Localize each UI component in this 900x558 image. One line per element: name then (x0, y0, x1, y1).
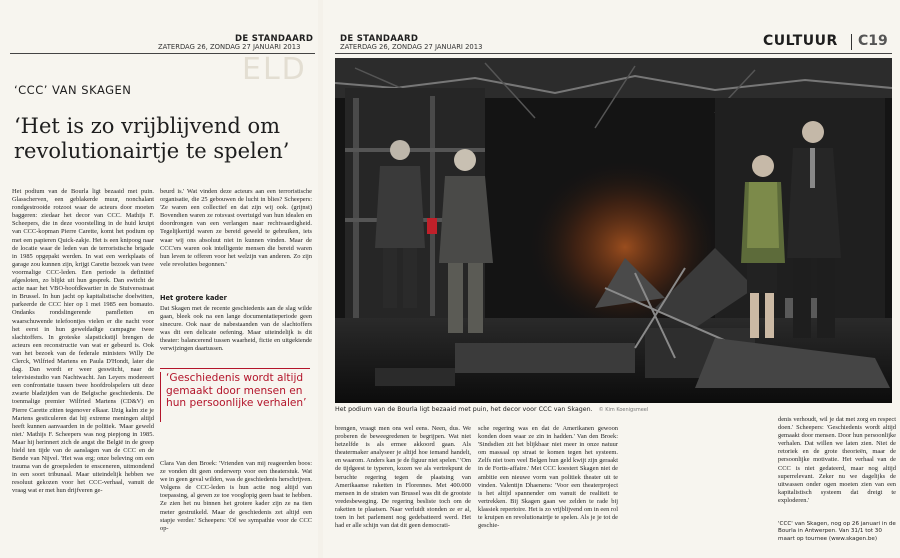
caption-text: Het podium van de Bourla ligt bezaaid met puin, het decor voor CCC van Skagen. (335, 406, 593, 413)
article-column-1 (12, 188, 154, 556)
pull-quote-rule (160, 368, 310, 369)
column-2-text: beurd is.' Wat vinden deze acteurs aan een terroristische organisatie, die 25 gebouwen de lucht in blies? Scheepers: 'Ze waren een collectief en dat zijn wij ook. (grijnst) Bovendien waren ze rotsvast overtuigd van hun idealen en doordrongen van een verlangen naar rechtvaardigheid. Tegelijkertijd waren ze bereid geweld te gebruiken, iets waar wij ons absoluut niet in kunnen vinden. Maar de CCC'ers waren ook intelligente mensen die bereid waren hun leven te offeren voor het welzijn van anderen. Zo zijn vele revoluties begonnen.' (160, 188, 312, 268)
column-2c-text: Clara Van den Broek: 'Vrienden van mij reageerden boos: ze vonden dit geen onderwerp voor een theaterstuk. Wat we in geen geval wilden, was de geschiedenis herschrijven. Volgens de CCC-leden is hun actie nog altijd van toepassing, al geven ze toe vooglopig geen baat te hebben. Ze zien het nu binnen het grotere kader zijn ze na tien meter gestruikeld. Maar de geschiedenis zet altijd een stapje verder.' Scheepers: 'Of we sympathie voor de CCC op- (160, 460, 312, 532)
article-column-4 (478, 425, 618, 556)
article-subhead: Het grotere kader (160, 294, 227, 302)
article-headline: ‘Het is zo vrijblijvend om revolutionairtje te spelen’ (14, 114, 290, 163)
masthead: DE STANDAARD (340, 34, 419, 44)
pull-quote-text: ‘Geschiedenis wordt altijd gemaakt door mensen en hun persoonlijke verhalen’ (166, 372, 307, 409)
event-footnote: 'CCC' van Skagen, nog op 26 januari in de Bourla in Antwerpen. Van 31/1 tot 30 maart op tournee (www.skagen.be) (778, 521, 896, 542)
pull-quote (160, 372, 310, 410)
dateline: ZATERDAG 26, ZONDAG 27 JANUARI 2013 (158, 43, 301, 51)
section-name: CULTUUR (763, 33, 838, 49)
article-column-3 (335, 425, 471, 556)
photo-caption (335, 406, 735, 413)
column-3-text: brengen, vraagt men ons wel eens. Neen, dus. We proberen de beweegredenen te begrijpen. Wat niet hetzelfde is als ermee akkoord gaan. Als theatermaker analyseer je altijd hoe iemand handelt, en waarom. Anders kan je de figuur niet spelen.' 'Om de tijdgeest te typeren, kozen we als vertrekpunt de beruchte regering tegen de plaatsing van Amerikaanse raketten in Florennes. Met 400.000 mensen in de straten van Brussel was dit de grootste vredesbeweging. De regering besliste toch om de raketten te plaatsen. Naar verluidt stonden ze er al, toen in het parlement nog gedebatteerd werd. Het had er alle schijn van dat dit geen democrati- (335, 425, 471, 530)
article-column-2c (160, 460, 312, 556)
dateline: ZATERDAG 26, ZONDAG 27 JANUARI 2013 (340, 43, 483, 51)
column-1-text: Het podium van de Bourla ligt bezaaid met puin. Glasscherven, een geblakerde muur, nonchalant rondgestrooide rotzooi waar de acteurs door moeten baggeren: ziedaar het decor van CCC. Mathijs F. Scheepers, die in deze voorstelling in de huid kruipt van CCC-kopman Pierre Carette, komt het podium op met een papieren Quick-zakje. Het is een knipoog naar de locatie waar de leden van de terroristische brigade in 1985 opgepakt werden. In wat een werkplaats of garage zou kunnen zijn, krijgt Carette bezoek van twee voormalige CCC-leden. Een periode is definitief afgesloten, zo blijkt uit hun gesprek. Dan switcht de actie naar het VBO-hoofdkwartier in de Stuiversstraat in Brussel. In hun jacht op kapitalistische doelwitten, parkeerde de CCC hier op 1 mei 1985 een bomauto. Ondanks rondslingerende pamfletten en waarschuwende telefoontjes vielen er die nacht voor het eerst in hun geweldadige campagne twee slachtoffers. In groteske slapstickstijl brengen de acteurs een reconstructie van wat er gebeurd is. Ook van het bezoek van de federale ministers Willy De Clerck, Wilfried Martens en Paula D'Hondt, later die dag. Dan wordt er weer geswitcht, naar de televisiestudio van Nachtwacht. Jan Leyers modereert een confrontatie tussen twee hoofdrolspelers uit deze zwarte bladzijden van de Belgische geschiedenis. De toenmalige premier Wilfried Martens (CD&V) en Pierre Carette zitten tegenover elkaar. IJzig kalm zie je Martens gesticuleren dat hij extreme meningen altijd heeft kunnen aanvaarden in de politiek. 'Maar geweld niet.' Mathijs F. Scheepers was nog piepjong in 1985. Maar hij herinnert zich de angst die België in de greep hield ten tijde van de aanslagen van de CCC en de Bende van Nijvel. 'Het was erg; onze beleving om een trauma van de groepsleden te ensceneren, uitmondend in een soort tribunaal. Maar uiteindelijk hebben we resoluut gekozen voor het CCC-verhaal, vanuit de vraag wat er met hun drijfveren ge- (12, 188, 154, 495)
masthead: DE STANDAARD (235, 34, 314, 44)
column-4-text: sche regering was en dat de Amerikanen gewoon konden doen waar ze zin in hadden.' Van den Broek: 'Sindsdien zit het blijkbaar niet meer in onze natuur om massaal op straat te komen tegen het systeem. Zelfs niet toen veel Belgen hun geld kwijt zijn geraakt in de Fortis-affaire.' Met CCC koestert Skagen niet de ambitie een nieuwe vorm van politiek theater uit te vinden. Valentijn Dhaenens: 'Voor een theaterproject is het altijd spannender om vanuit de realiteit te vertrekken. Bij Skagen gaan we zelden te rade bij klassiek repertoire. Het is zo vrijblijvend om in een rol te kruipen en revolutionairtje te spelen. Als je je tot de geschie- (478, 425, 618, 530)
article-column-2b (160, 305, 312, 363)
section-header (763, 32, 896, 52)
page-number: C19 (858, 33, 888, 49)
pull-quote-bar (160, 372, 161, 422)
article-column-6 (778, 416, 896, 516)
stage-photo-illustration (335, 58, 892, 403)
photo-credit: © Kim Koenigsmeel (598, 407, 649, 413)
column-2b-text: Dat Skagen met de recente geschiedenis aan de slag wilde gaan, bleek ook na een lange documentatieperiode geen sinecure. Ook naar de nabestaanden van de slachtoffers was dit een delicate oefening. Maar uiteindelijk is dit theater: balancerend tussen waarheid, fictie en uitgekiende verwijzingen daartussen. (160, 305, 312, 353)
article-kicker: ‘CCC’ VAN SKAGEN (14, 83, 132, 97)
article-column-2 (160, 188, 312, 291)
section-separator (851, 34, 852, 50)
right-newspaper-page (323, 0, 900, 558)
stage-photo (335, 58, 892, 403)
header-rule (335, 53, 892, 54)
column-6-text: denis verhoudt, wil je dat met zorg en respect doen.' Scheepers: 'Geschiedenis wordt altijd gemaakt door mensen. Door hun persoonlijke verhalen. Dat willen we laten zien. Niet de retoriek en de grote theorieën, maar de persoonlijke motivatie. Het verhaal van de CCC is niet gedateerd, maar nog altijd superrelevant. Zeker nu we dagelijks de uitwassen onder ogen moeten zien van een kapitalistisch systeem dat dreigt te exploderen.' (778, 416, 896, 504)
article-column-5 (624, 425, 760, 556)
bleed-through-lettering: ELD (242, 52, 307, 87)
left-newspaper-page (0, 0, 318, 558)
